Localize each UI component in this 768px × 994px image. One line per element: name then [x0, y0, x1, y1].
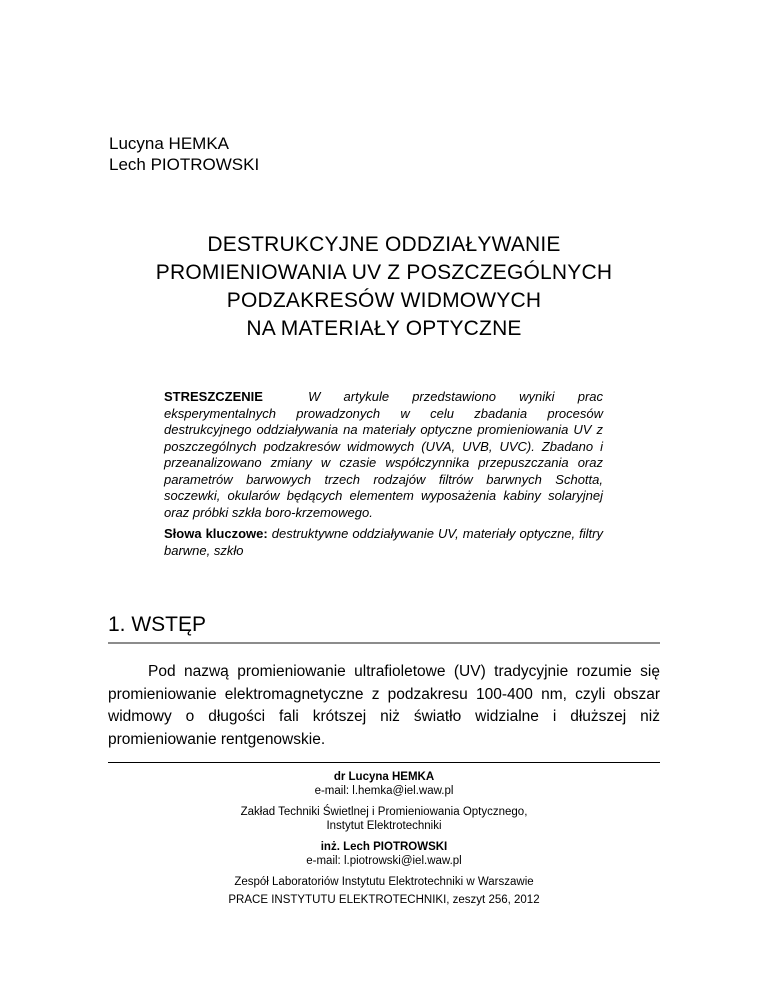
spacer — [108, 833, 660, 840]
title-line: PODZAKRESÓW WIDMOWYCH — [226, 289, 542, 312]
abstract-text: W artykule przedstawiono wyniki prac eksperymentalnych prowadzonych w celu zbadania procesów destrukcyjnego oddziaływania na materiały optyczne promieniowania UV z poszczególnych podzakresów widmowych (UVA, UVB, UVC). Zbadano i przeanalizowano zmiany w czasie współczynnika przepuszczania oraz parametrów barwowych trzech rodzajów filtrów barwnych Schotta, soczewki, okularów będących elementem wyposażenia kabiny solaryjnej oraz próbki szkła boro-krzemowego. — [164, 389, 603, 520]
author-email: e-mail: l.hemka@iel.waw.pl — [314, 785, 454, 797]
title-line: NA MATERIAŁY OPTYCZNE — [246, 317, 522, 340]
spacer — [108, 868, 660, 875]
abstract — [164, 389, 603, 521]
author-email: e-mail: l.piotrowski@iel.waw.pl — [306, 855, 462, 867]
section-heading: 1. WSTĘP — [108, 612, 660, 644]
spacer — [108, 798, 660, 805]
author-list — [109, 133, 259, 175]
title-line: PROMIENIOWANIA UV Z POSZCZEGÓLNYCH — [155, 261, 613, 284]
title-line: DESTRUKCYJNE ODDZIAŁYWANIE — [207, 233, 561, 256]
paper-title — [80, 231, 688, 343]
keywords-label: Słowa kluczowe: — [164, 526, 268, 541]
keywords-text: destruktywne oddziaływanie UV, materiały optyczne, filtry barwne, szkło — [164, 526, 603, 558]
footnote-divider — [108, 762, 660, 763]
author-name: Lech PIOTROWSKI — [109, 155, 260, 174]
intro-paragraph: Pod nazwą promieniowanie ultrafioletowe (UV) tradycyjnie rozumie się promieniowanie elektromagnetyczne z podzakresu 100-400 nm, czyli obszar widmowy o długości fali krótszej niż światło widzialne i dłuższej niż promieniowanie rentgenowskie. — [108, 663, 660, 748]
affiliation-line: Zakład Techniki Świetlnej i Promieniowania Optycznego, — [240, 806, 528, 818]
affiliation-author-name: inż. Lech PIOTROWSKI — [320, 841, 448, 853]
affiliation-line: Zespół Laboratoriów Instytutu Elektrotechniki w Warszawie — [234, 876, 534, 888]
author-affiliations — [108, 770, 660, 889]
author-name: Lucyna HEMKA — [109, 134, 229, 153]
abstract-label: STRESZCZENIE — [164, 389, 263, 404]
affiliation-line: Instytut Elektrotechniki — [326, 820, 442, 832]
keywords — [164, 526, 603, 559]
affiliation-author-name: dr Lucyna HEMKA — [333, 771, 435, 783]
journal-citation: PRACE INSTYTUTU ELEKTROTECHNIKI, zeszyt 256, 2012 — [228, 894, 540, 906]
